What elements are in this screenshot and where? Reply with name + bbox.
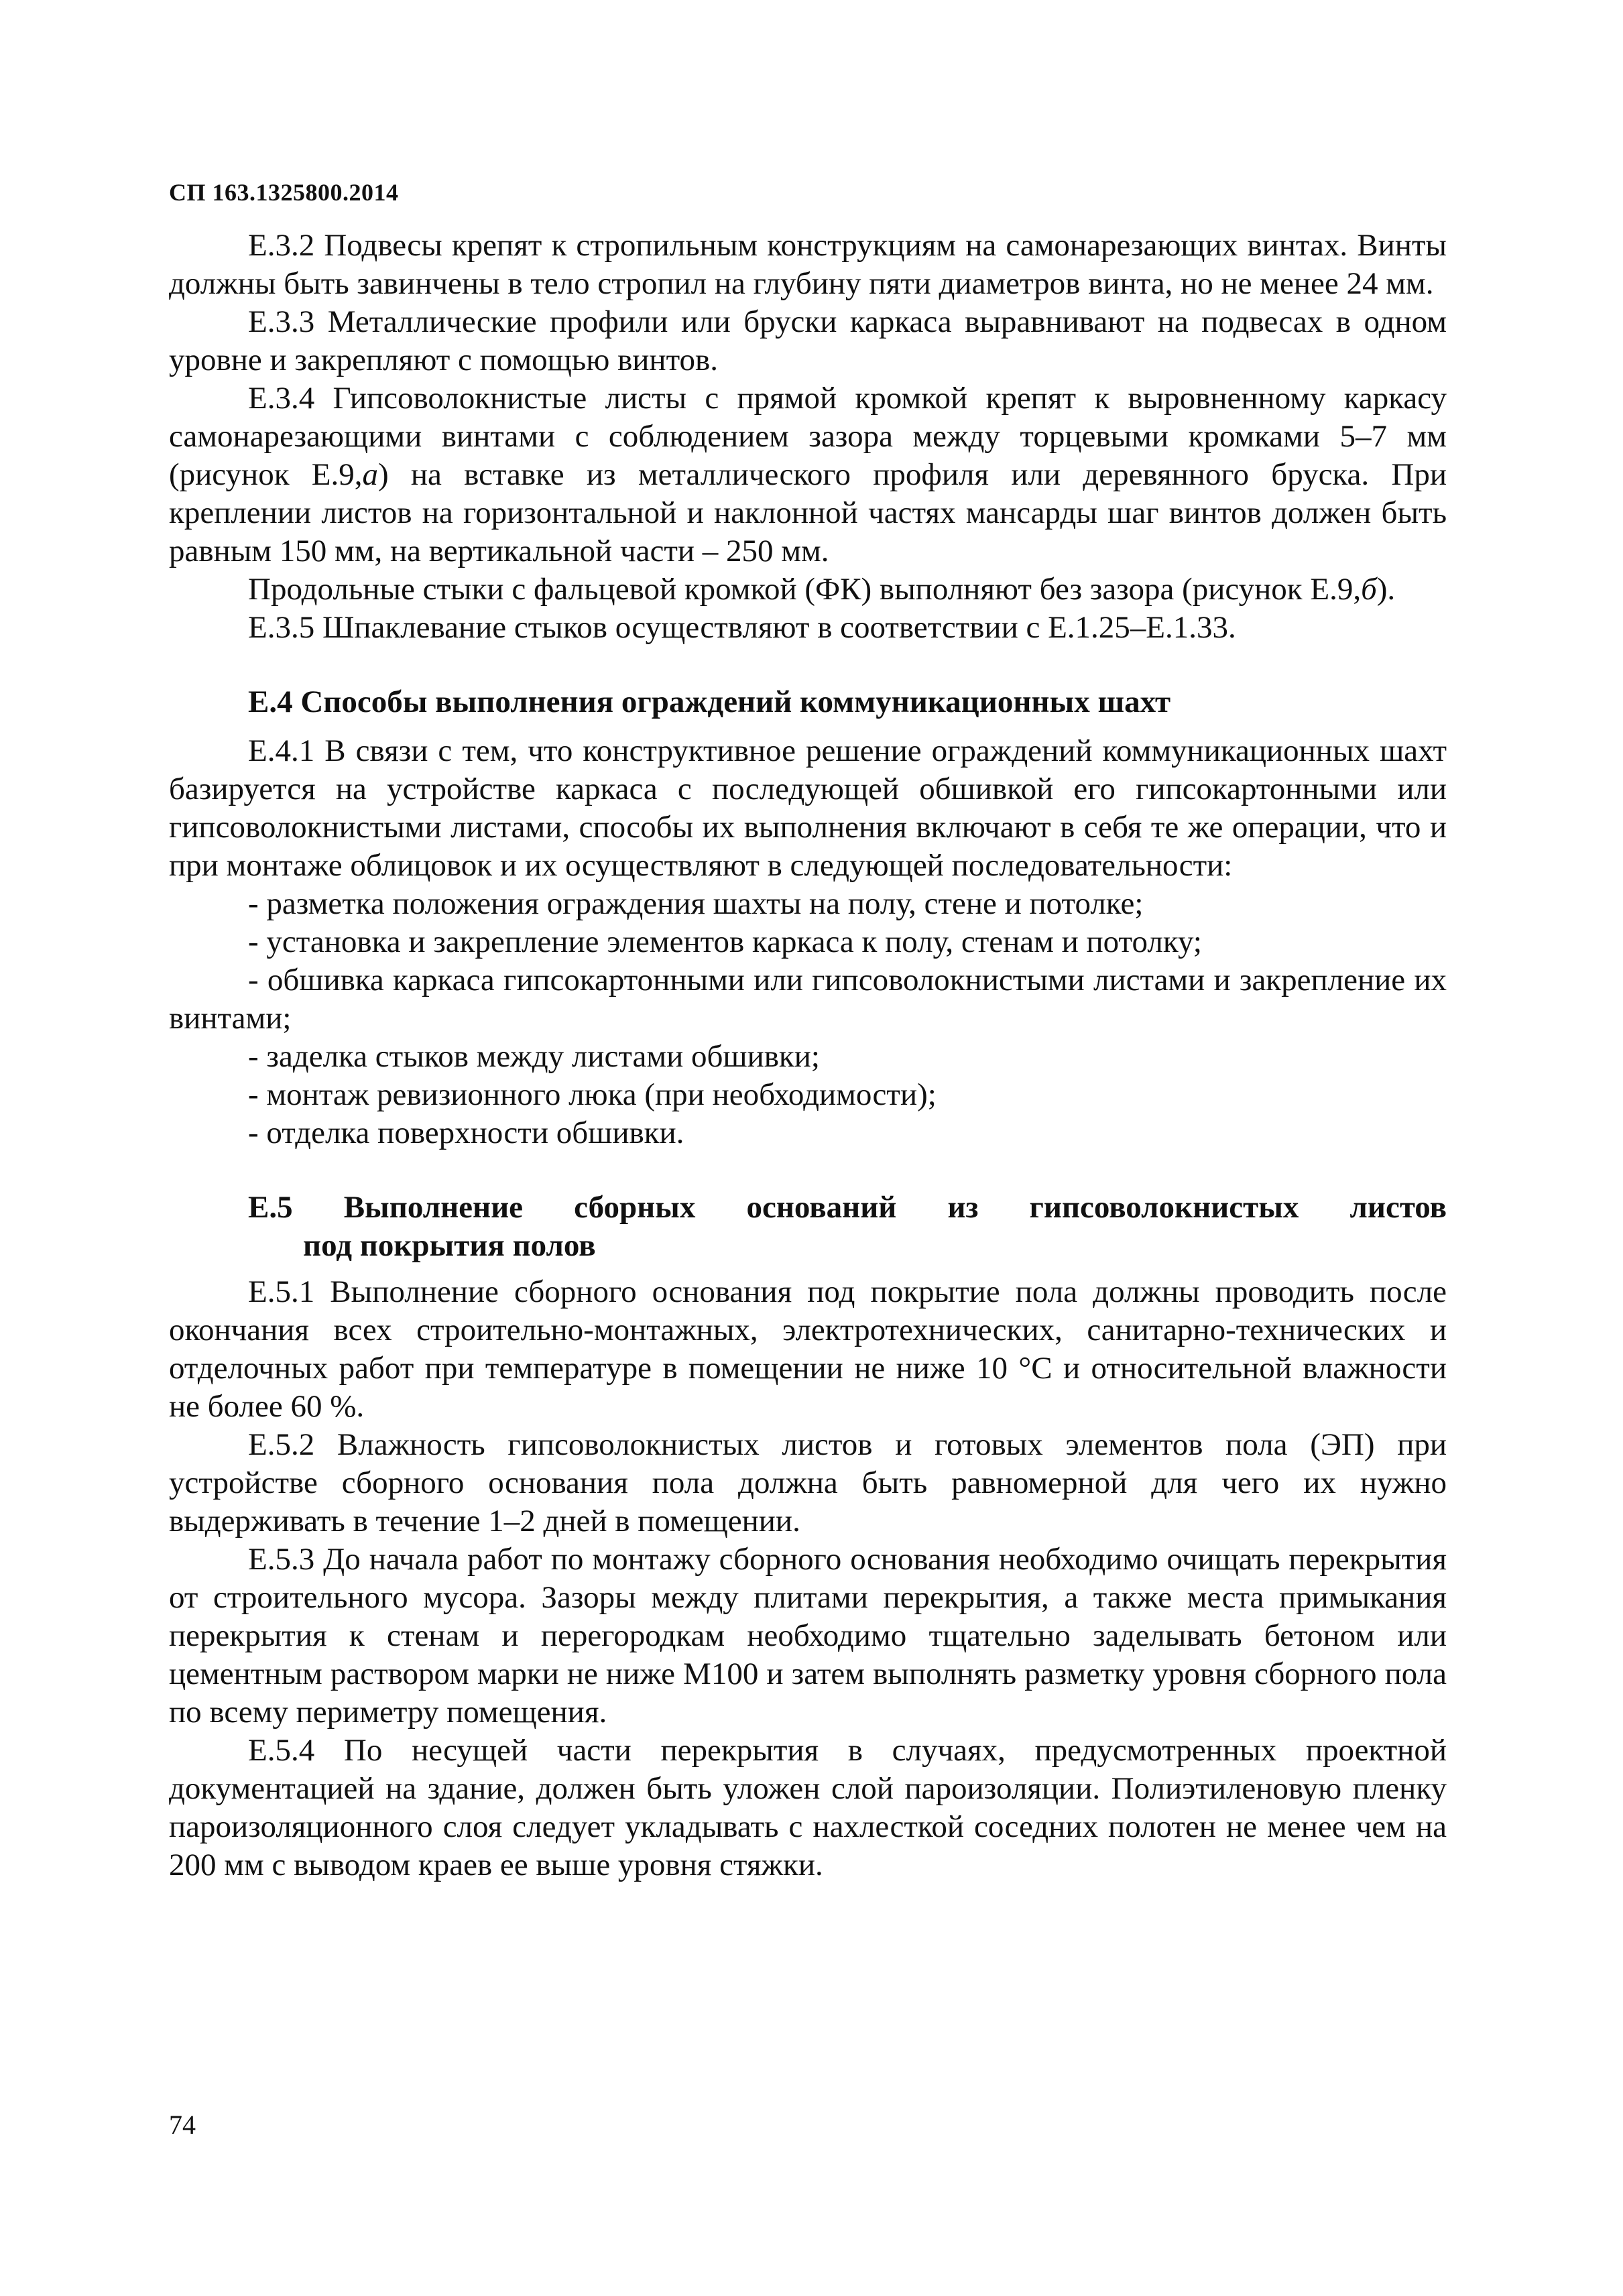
paragraph-e3-4-part2: ) на вставке из металлического профиля или деревянного бруска. При креплении листов на горизонтальной и наклонной частях мансарды шаг винтов должен быть равным 150 мм, на вертикальной части – 250 мм. bbox=[169, 457, 1447, 568]
list-item: - заделка стыков между листами обшивки; bbox=[248, 1039, 820, 1074]
paragraph-joints-part1: Продольные стыки с фальцевой кромкой (ФК) выполняют без зазора (рисунок Е.9, bbox=[248, 572, 1362, 607]
paragraph-e3-4 bbox=[169, 379, 1447, 570]
list-item: - обшивка каркаса гипсокартонными или гипсоволокнистыми листами и закрепление их винтами; bbox=[169, 963, 1447, 1036]
paragraph-e4-1: Е.4.1 В связи с тем, что конструктивное решение ограждений коммуникационных шахт базируется на устройстве каркаса с последующей обшивкой его гипсокартонными или гипсоволокнистыми листами, способы их выполнения включают в себя те же операции, что и при монтаже облицовок и их осуществляют в следующей последовательности: bbox=[169, 733, 1447, 883]
paragraph-e5-4: Е.5.4 По несущей части перекрытия в случаях, предусмотренных проектной документацией на здание, должен быть уложен слой пароизоляции. Полиэтиленовую пленку пароизоляционного слоя следует укладывать с нахлесткой соседних полотен не менее чем на 200 мм с выводом краев ее выше уровня стяжки. bbox=[169, 1733, 1447, 1882]
paragraph-e3-4-part1: Е.3.4 Гипсоволокнистые листы с прямой кромкой крепят к выровненному каркасу самонарезающими винтами с соблюдением зазора между торцевыми кромками 5–7 мм (рисунок Е.9, bbox=[169, 381, 1447, 492]
section-heading-e5-line1: Е.5 Выполнение сборных оснований из гипсоволокнистых листов bbox=[248, 1190, 1447, 1225]
paragraph-e3-2: Е.3.2 Подвесы крепят к стропильным конструкциям на самонарезающих винтах. Винты должны быть завинчены в тело стропил на глубину пяти диаметров винта, но не менее 24 мм. bbox=[169, 228, 1447, 301]
paragraph-e3-3: Е.3.3 Металлические профили или бруски каркаса выравнивают на подвесах в одном уровне и закрепляют с помощью винтов. bbox=[169, 304, 1447, 377]
list-item: - отделка поверхности обшивки. bbox=[248, 1115, 684, 1150]
paragraph-e5-1: Е.5.1 Выполнение сборного основания под покрытие пола должны проводить после окончания всех строительно-монтажных, электротехнических, санитарно-технических и отделочных работ при температуре в помещении не ниже 10 °С и относительной влажности не более 60 %. bbox=[169, 1274, 1447, 1424]
section-heading-e4: Е.4 Способы выполнения ограждений коммуникационных шахт bbox=[248, 684, 1171, 719]
section-heading-e5 bbox=[169, 1189, 1447, 1265]
list-item: - монтаж ревизионного люка (при необходимости); bbox=[248, 1077, 937, 1112]
document-code-header: СП 163.1325800.2014 bbox=[169, 179, 399, 206]
section-heading-e5-line2: под покрытия полов bbox=[303, 1228, 596, 1263]
page-number: 74 bbox=[169, 2110, 196, 2140]
paragraph-e3-5: Е.3.5 Шпаклевание стыков осуществляют в соответствии с Е.1.25–Е.1.33. bbox=[248, 610, 1236, 645]
list-item: - разметка положения ограждения шахты на полу, стене и потолке; bbox=[248, 886, 1144, 921]
paragraph-e5-3: Е.5.3 До начала работ по монтажу сборного основания необходимо очищать перекрытия от строительного мусора. Зазоры между плитами перекрытия, а также места примыкания перекрытия к стенам и перегородкам необходимо тщательно заделывать бетоном или цементным раствором марки не ниже М100 и затем выполнять разметку уровня сборного пола по всему периметру помещения. bbox=[169, 1542, 1447, 1730]
paragraph-longitudinal-joints bbox=[169, 570, 1447, 609]
document-body bbox=[169, 227, 1447, 1884]
figure-ref-b: б bbox=[1361, 572, 1377, 607]
paragraph-joints-part2: ). bbox=[1376, 572, 1396, 607]
paragraph-e5-2: Е.5.2 Влажность гипсоволокнистых листов и готовых элементов пола (ЭП) при устройстве сборного основания пола должна быть равномерной для чего их нужно выдерживать в течение 1–2 дней в помещении. bbox=[169, 1427, 1447, 1538]
figure-ref-a: а bbox=[362, 457, 378, 492]
list-item: - установка и закрепление элементов каркаса к полу, стенам и потолку; bbox=[248, 924, 1202, 959]
